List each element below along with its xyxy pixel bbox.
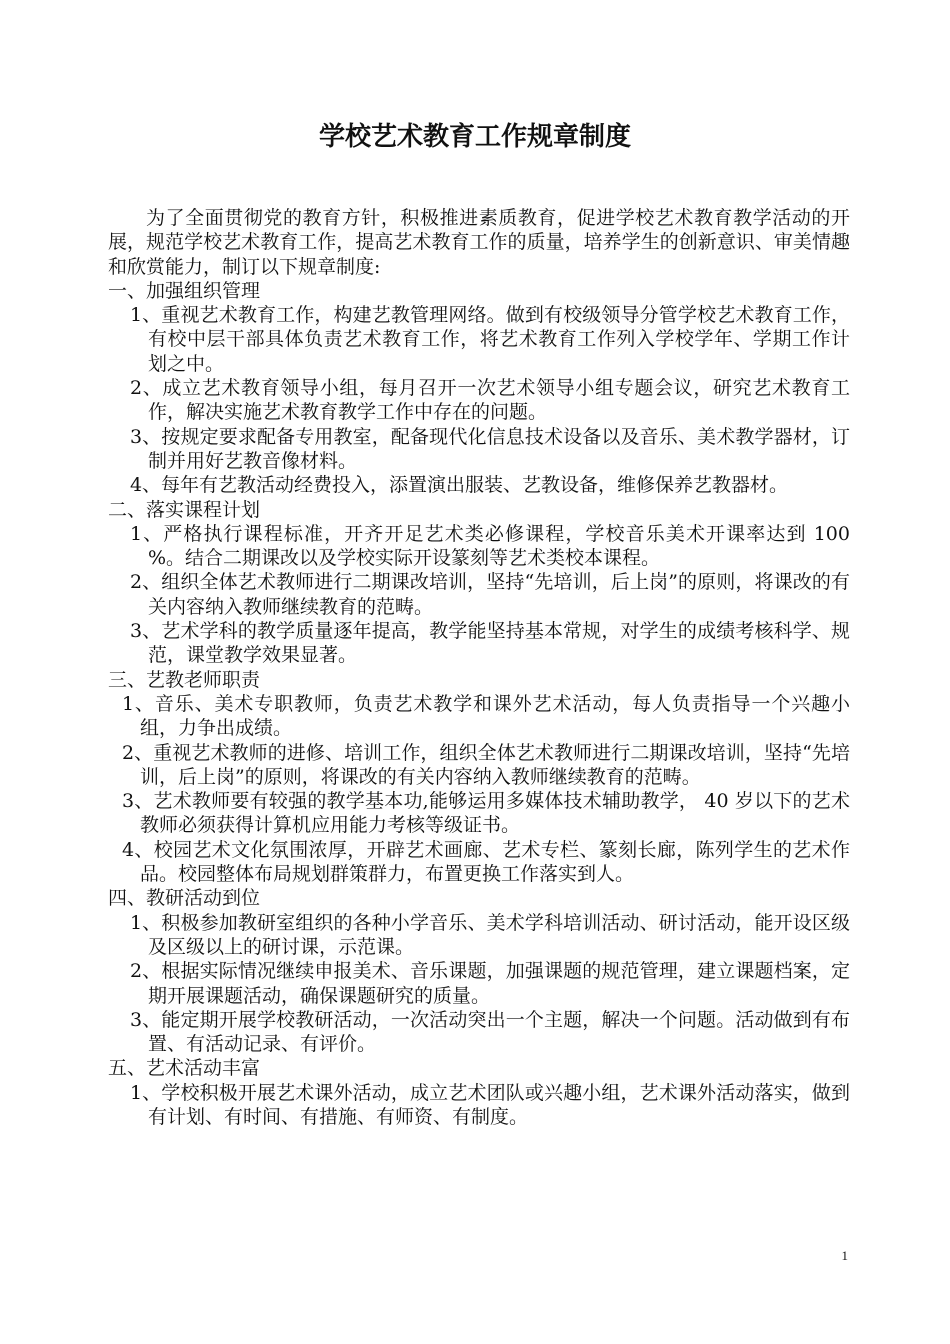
intro-paragraph: 为了全面贯彻党的教育方针，积极推进素质教育，促进学校艺术教育教学活动的开展，规范学校艺术教育工作，提高艺术教育工作的质量，培养学生的创新意识、审美情趣和欣赏能力，制订以下规章制度: bbox=[108, 207, 850, 278]
section-3 bbox=[108, 668, 850, 887]
section-heading: 一、加强组织管理 bbox=[108, 279, 261, 302]
section-item: 3、艺术教师要有较强的教学基本功,能够运用多媒体技术辅助教学， 40 岁以下的艺术教师必须获得计算机应用能力考核等级证书。 bbox=[121, 790, 850, 837]
section-item: 4、校园艺术文化氛围浓厚，开辟艺术画廊、艺术专栏、篆刻长廊，陈列学生的艺术作品。校园整体布局规划群策群力，布置更换工作落实到人。 bbox=[121, 838, 850, 886]
section-item: 4、每年有艺教活动经费投入，添置演出服装、艺教设备，维修保养艺教器材。 bbox=[129, 474, 789, 497]
section-item: 3、按规定要求配备专用教室，配备现代化信息技术设备以及音乐、美术教学器材，订制并用好艺教音像材料。 bbox=[129, 425, 850, 472]
section-5 bbox=[108, 1056, 850, 1129]
section-4 bbox=[108, 886, 850, 1056]
section-heading: 二、落实课程计划 bbox=[108, 498, 261, 521]
section-item: 3、艺术学科的教学质量逐年提高，教学能坚持基本常规，对学生的成绩考核科学、规范，课堂教学效果显著。 bbox=[129, 620, 850, 667]
document-title: 学校艺术教育工作规章制度 bbox=[318, 122, 631, 152]
section-1 bbox=[108, 279, 850, 498]
section-item: 2、组织全体艺术教师进行二期课改培训，坚持“先培训，后上岗”的原则，将课改的有关内容纳入教师继续教育的范畴。 bbox=[129, 571, 850, 618]
section-item: 2、根据实际情况继续申报美术、音乐课题，加强课题的规范管理，建立课题档案，定期开展课题活动，确保课题研究的质量。 bbox=[129, 960, 850, 1007]
section-item: 2、成立艺术教育领导小组，每月召开一次艺术领导小组专题会议，研究艺术教育工作，解决实施艺术教育教学工作中存在的问题。 bbox=[129, 377, 850, 424]
section-item: 1、音乐、美术专职教师，负责艺术教学和课外艺术活动，每人负责指导一个兴趣小组，力争出成绩。 bbox=[121, 692, 850, 740]
section-item: 1、积极参加教研室组织的各种小学音乐、美术学科培训活动、研讨活动，能开设区级及区级以上的研讨课，示范课。 bbox=[129, 911, 850, 958]
page-number: 1 bbox=[841, 1248, 848, 1263]
section-heading: 四、教研活动到位 bbox=[108, 887, 261, 910]
section-item: 3、能定期开展学校教研活动，一次活动突出一个主题，解决一个问题。活动做到有布置、有活动记录、有评价。 bbox=[129, 1008, 850, 1056]
section-item: 1、重视艺术教育工作，构建艺教管理网络。做到有校级领导分管学校艺术教育工作，有校中层干部具体负责艺术教育工作，将艺术教育工作列入学校学年、学期工作计划之中。 bbox=[129, 304, 850, 375]
document-body bbox=[108, 206, 850, 1129]
section-2 bbox=[108, 498, 850, 668]
section-item: 2、重视艺术教师的进修、培训工作，组织全体艺术教师进行二期课改培训，坚持“先培训，后上岗”的原则，将课改的有关内容纳入教师继续教育的范畴。 bbox=[121, 741, 850, 788]
section-heading: 五、艺术活动丰富 bbox=[108, 1057, 261, 1080]
section-heading: 三、艺教老师职责 bbox=[108, 668, 261, 691]
section-item: 1、学校积极开展艺术课外活动，成立艺术团队或兴趣小组，艺术课外活动落实，做到有计划、有时间、有措施、有师资、有制度。 bbox=[129, 1081, 850, 1128]
section-item: 1、严格执行课程标准，开齐开足艺术类必修课程，学校音乐美术开课率达到 100 %。结合二期课改以及学校实际开设篆刻等艺术类校本课程。 bbox=[129, 522, 850, 570]
